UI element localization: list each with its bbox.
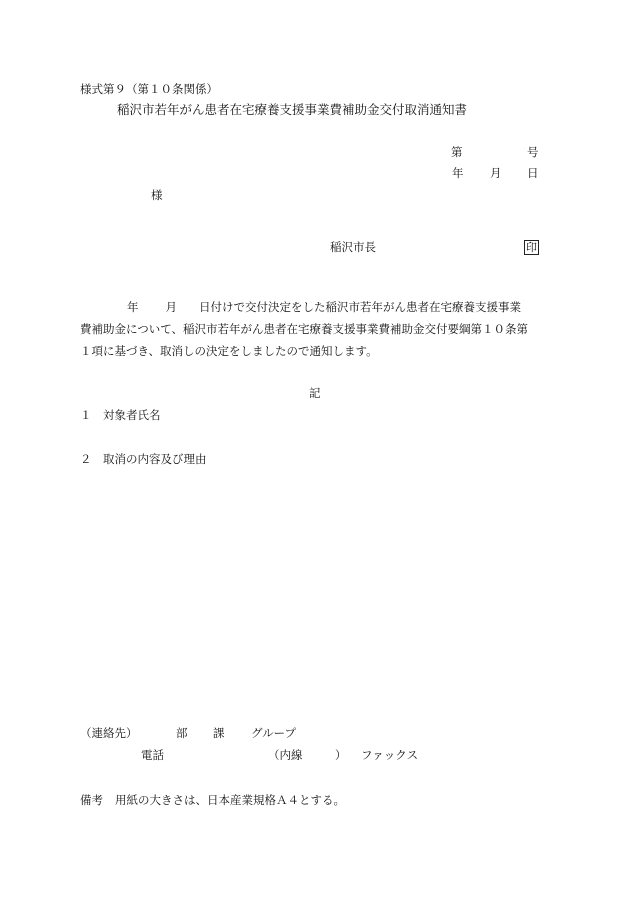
contact-fax: ファックス <box>361 748 419 762</box>
contact-label: （連絡先） <box>80 726 138 740</box>
paragraph-line-2: 費補助金について、稲沢市若年がん患者在宅療養支援事業費補助金交付要綱第１０条第 <box>80 322 529 336</box>
paragraph-line-3: １項に基づき、取消しの決定をしましたので通知します。 <box>80 344 378 358</box>
contact-dept: 部 <box>176 726 188 740</box>
blank-month: 月 <box>165 300 177 314</box>
seal-label: 印 <box>526 241 537 254</box>
issuer-name: 稲沢市長 <box>330 240 376 254</box>
line1-text: 日付けで交付決定をした稲沢市若年がん患者在宅療養支援事業 <box>199 300 521 314</box>
remarks-text: 用紙の大きさは、日本産業規格Ａ４とする。 <box>115 793 345 807</box>
contact-section: 課 <box>213 726 225 740</box>
item-1-label: 対象者氏名 <box>103 408 161 422</box>
document-title: 稲沢市若年がん患者在宅療養支援事業費補助金交付取消通知書 <box>117 102 468 117</box>
contact-extension-close: ） <box>335 748 347 762</box>
paragraph-line-1 <box>80 296 560 318</box>
item-1-number: １ <box>80 408 92 422</box>
contact-extension-open: （内線 <box>268 748 303 762</box>
remarks-label: 備考 <box>80 793 103 807</box>
item-2-number: ２ <box>80 452 92 466</box>
blank-year: 年 <box>127 300 139 314</box>
ki-heading: 記 <box>309 386 321 400</box>
number-prefix: 第 <box>451 145 463 159</box>
date-day: 日 <box>527 166 539 180</box>
date-year: 年 <box>452 166 464 180</box>
seal-mark <box>524 240 539 255</box>
date-month: 月 <box>490 166 502 180</box>
contact-phone: 電話 <box>141 748 164 762</box>
item-2-label: 取消の内容及び理由 <box>103 452 207 466</box>
number-suffix: 号 <box>527 145 539 159</box>
contact-group: グループ <box>251 726 297 740</box>
form-number: 様式第９（第１０条関係） <box>80 82 218 96</box>
notice-paragraph <box>80 296 560 362</box>
addressee-suffix: 様 <box>151 188 163 202</box>
